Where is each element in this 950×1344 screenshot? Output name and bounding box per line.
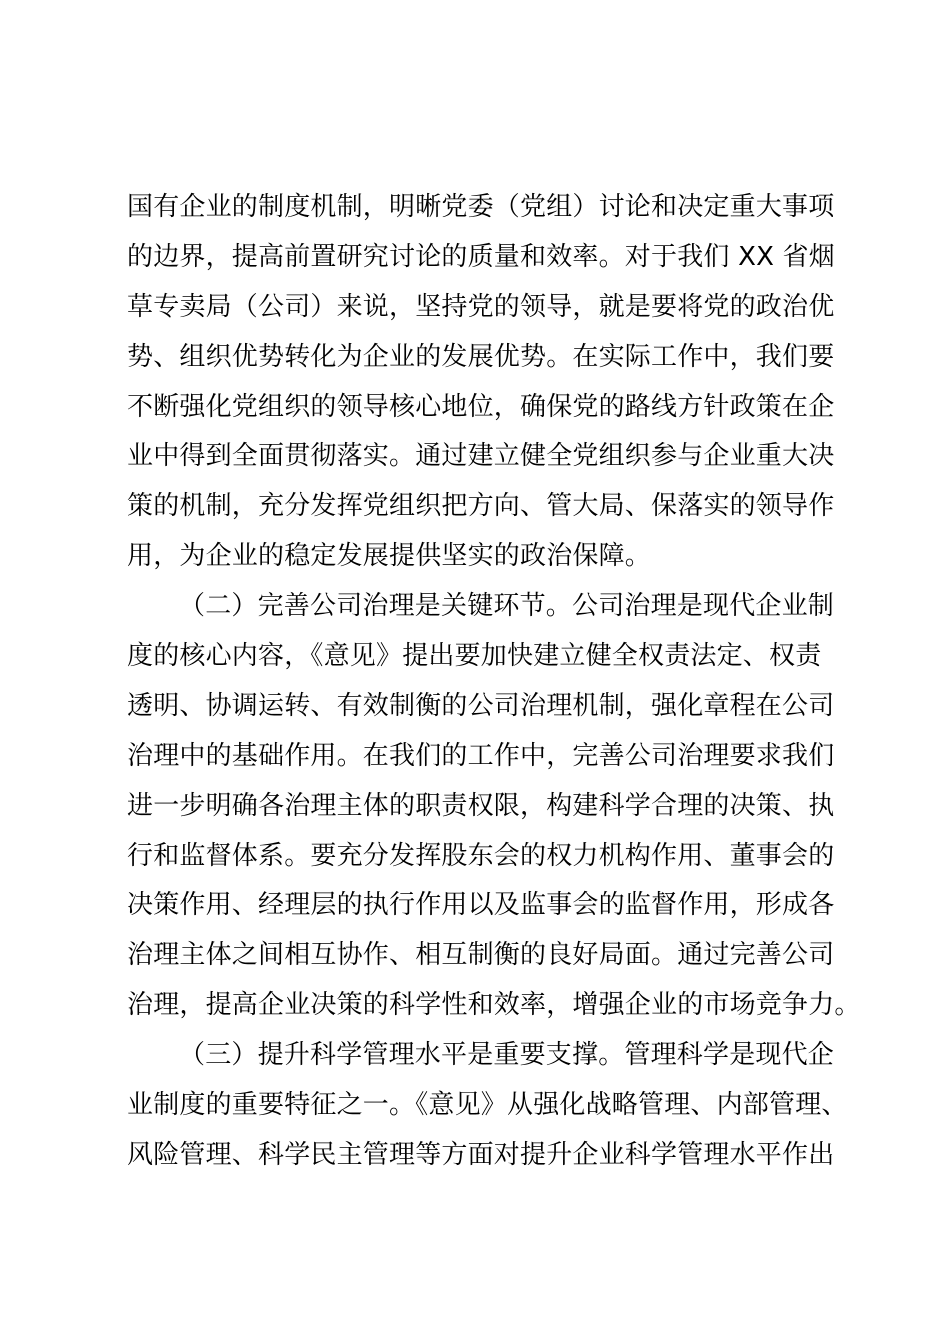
text-line: 不断强化党组织的领导核心地位，确保党的路线方针政策在企	[127, 391, 835, 422]
body-text	[127, 183, 861, 1181]
text-line: 行和监督体系。要充分发挥股东会的权力机构作用、董事会的	[127, 840, 835, 871]
text-line: 势、组织优势转化为企业的发展优势。在实际工作中，我们要	[127, 341, 835, 372]
text-line: 风险管理、科学民主管理等方面对提升企业科学管理水平作出	[127, 1139, 835, 1170]
text-line: 度的核心内容，《意见》提出要加快建立健全权责法定、权责	[127, 641, 822, 672]
text-line: 治理中的基础作用。在我们的工作中，完善公司治理要求我们	[127, 740, 835, 771]
text-line: 国有企业的制度机制，明晰党委（党组）讨论和决定重大事项	[127, 192, 835, 222]
paragraph-heading-line: （二）完善公司治理是关键环节。公司治理是现代企业制	[179, 591, 835, 622]
text-line: 业制度的重要特征之一。《意见》从强化战略管理、内部管理、	[127, 1090, 848, 1121]
text-line: 进一步明确各治理主体的职责权限，构建科学合理的决策、执	[127, 790, 835, 821]
text-line: 透明、协调运转、有效制衡的公司治理机制，强化章程在公司	[127, 690, 835, 721]
text-line: 策的机制，充分发挥党组织把方向、管大局、保落实的领导作	[127, 491, 835, 522]
text-line: 治理，提高企业决策的科学性和效率，增强企业的市场竞争力。	[127, 990, 861, 1021]
text-line: 治理主体之间相互协作、相互制衡的良好局面。通过完善公司	[127, 940, 835, 971]
text-line: 用，为企业的稳定发展提供坚实的政治保障。	[127, 541, 652, 572]
text-line: 的边界，提高前置研究讨论的质量和效率。对于我们 XX 省烟	[127, 241, 835, 272]
paragraph-heading-line: （三）提升科学管理水平是重要支撑。管理科学是现代企	[179, 1040, 835, 1071]
text-line: 决策作用、经理层的执行作用以及监事会的监督作用，形成各	[127, 890, 835, 921]
text-line: 草专卖局（公司）来说，坚持党的领导，就是要将党的政治优	[127, 291, 835, 322]
text-line: 业中得到全面贯彻落实。通过建立健全党组织参与企业重大决	[127, 441, 835, 472]
